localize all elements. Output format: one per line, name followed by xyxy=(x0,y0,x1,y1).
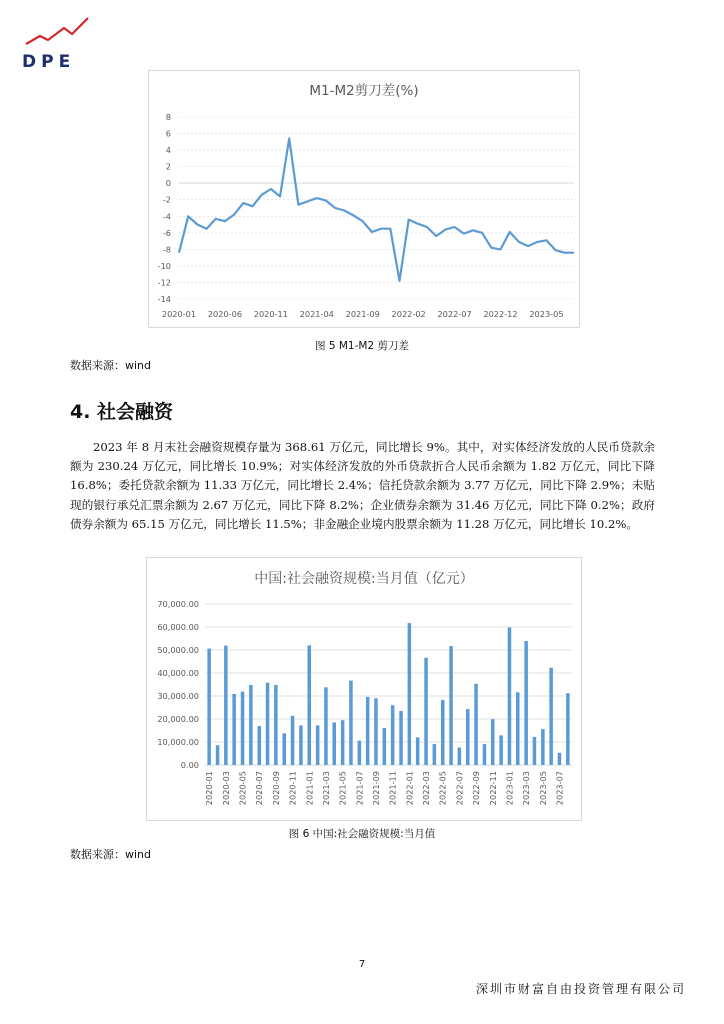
x-tick-label: 2023-05 xyxy=(529,309,564,319)
bar xyxy=(383,728,387,765)
logo-swoosh-icon xyxy=(22,14,102,54)
bar-chart-box xyxy=(146,557,582,821)
x-tick-label: 2020-01 xyxy=(161,309,197,319)
bar xyxy=(533,737,537,765)
bar xyxy=(516,692,520,765)
x-tick-label: 2021-04 xyxy=(299,309,334,319)
bar xyxy=(399,711,403,765)
m1-m2-line-chart xyxy=(149,71,579,327)
x-tick-label: 2020-09 xyxy=(270,771,281,806)
bar xyxy=(308,645,312,765)
bar xyxy=(224,646,228,765)
bar xyxy=(258,726,262,765)
x-tick-label: 2020-11 xyxy=(287,771,298,806)
y-tick-label: 30,000.00 xyxy=(157,691,199,701)
y-tick-label: 20,000.00 xyxy=(157,714,199,724)
bar xyxy=(449,646,453,765)
y-tick-label: 10,000.00 xyxy=(157,737,199,747)
bar xyxy=(483,744,487,765)
x-tick-label: 2023-03 xyxy=(521,771,532,806)
bar xyxy=(424,658,428,765)
bar xyxy=(333,722,337,765)
y-tick-label: -2 xyxy=(162,194,171,205)
y-tick-label: -6 xyxy=(162,227,171,238)
x-tick-label: 2021-03 xyxy=(320,771,331,806)
x-tick-label: 2023-01 xyxy=(504,771,515,806)
bar xyxy=(558,753,562,765)
x-tick-label: 2022-07 xyxy=(437,309,472,319)
x-tick-label: 2023-07 xyxy=(554,771,565,806)
section-title: 4. 社会融资 xyxy=(70,401,174,423)
line-chart-box xyxy=(148,70,580,328)
x-tick-label: 2021-09 xyxy=(370,771,381,806)
bar xyxy=(358,741,362,765)
logo-text: DPE xyxy=(22,52,76,72)
bar xyxy=(541,729,545,765)
bar xyxy=(524,641,528,765)
y-tick-label: 60,000.00 xyxy=(157,622,199,632)
page-number: 7 xyxy=(358,959,366,970)
y-tick-label: -12 xyxy=(157,277,171,288)
y-tick-label: 2 xyxy=(165,161,171,172)
bar xyxy=(441,700,445,765)
figure-5-caption: 图 5 M1-M2 剪刀差 xyxy=(315,340,409,352)
y-tick-label: 6 xyxy=(165,128,171,139)
y-tick-label: -14 xyxy=(157,294,171,304)
x-tick-label: 2023-05 xyxy=(537,771,548,806)
bar xyxy=(499,735,503,765)
chart-title: 中国:社会融资规模:当月值（亿元） xyxy=(254,571,474,587)
x-tick-label: 2022-05 xyxy=(437,771,448,806)
x-tick-label: 2021-05 xyxy=(337,771,348,806)
x-tick-label: 2020-07 xyxy=(254,771,265,806)
y-tick-label: 40,000.00 xyxy=(157,668,199,678)
x-tick-label: 2020-01 xyxy=(204,771,215,806)
social-financing-bar-chart xyxy=(147,558,581,820)
x-tick-label: 2021-07 xyxy=(354,771,365,806)
y-tick-label: 0.00 xyxy=(180,760,199,770)
bar xyxy=(433,744,437,765)
x-tick-label: 2020-06 xyxy=(207,309,243,319)
figure-6-caption: 图 6 中国:社会融资规模:当月值 xyxy=(288,828,436,840)
bar xyxy=(274,685,278,765)
company-logo xyxy=(22,14,102,72)
y-tick-label: 50,000.00 xyxy=(157,645,199,655)
company-name: 深圳市财富自由投资管理有限公司 xyxy=(475,982,686,996)
x-tick-label: 2022-01 xyxy=(404,771,415,806)
bar xyxy=(374,698,378,765)
bar xyxy=(341,720,345,765)
section-paragraph: 2023 年 8 月末社会融资规模存量为 368.61 万亿元，同比增长 9%。其中，对实体经济发放的人民币贷款余额为 230.24 万亿元，同比增长 10.9%；对实体经济发放的外币贷款折合人民币余额为 1.82 万亿元，同比下降 16.8%；委托贷款余额为 11.33 万亿元，同比增长 2.4%；信托贷款余额为 3.77 万亿元，同比下降 2.9%；未贴现的银行承兑汇票余额为 2.67 万亿元，同比下降 8.2%；企业债券余额为 31.46 万亿元，同比下降 0.2%；政府债券余额为 65.15 万亿元，同比增长 11.5%；非金融企业境内股票余额为 11.28 万亿元，同比增长 10.2%。 xyxy=(70,440,655,531)
x-tick-label: 2020-05 xyxy=(237,771,248,806)
x-tick-label: 2022-02 xyxy=(391,309,426,319)
bar xyxy=(474,684,478,765)
bar xyxy=(316,725,320,765)
figure-5-source: 数据来源：wind xyxy=(70,359,152,372)
bar xyxy=(232,694,236,765)
bar xyxy=(216,745,220,765)
bar xyxy=(249,685,253,765)
bar xyxy=(207,649,211,765)
bar xyxy=(324,687,328,765)
bar xyxy=(508,628,512,766)
bar xyxy=(366,697,370,765)
bar xyxy=(283,733,287,765)
x-tick-label: 2022-03 xyxy=(421,771,432,806)
bar xyxy=(416,737,420,765)
x-tick-label: 2021-11 xyxy=(387,771,398,806)
bar xyxy=(349,681,353,765)
bar xyxy=(391,705,395,765)
y-tick-label: 70,000.00 xyxy=(157,599,199,609)
x-tick-label: 2022-12 xyxy=(483,309,518,319)
bar xyxy=(566,693,570,765)
x-tick-label: 2021-09 xyxy=(345,309,380,319)
x-tick-label: 2022-07 xyxy=(454,771,465,806)
bar xyxy=(491,719,495,765)
figure-6-source: 数据来源：wind xyxy=(70,848,152,861)
x-tick-label: 2020-03 xyxy=(220,771,231,806)
bar xyxy=(466,709,470,765)
x-tick-label: 2020-11 xyxy=(253,309,288,319)
bar xyxy=(408,623,412,765)
x-tick-label: 2021-01 xyxy=(304,771,315,806)
chart-title: M1-M2剪刀差(%) xyxy=(309,83,419,99)
y-tick-label: -8 xyxy=(162,244,171,255)
bar xyxy=(291,716,295,765)
x-tick-label: 2022-09 xyxy=(471,771,482,806)
y-tick-label: 8 xyxy=(165,112,171,122)
bar xyxy=(549,668,553,765)
bar xyxy=(299,725,303,765)
bar xyxy=(266,683,270,765)
bar xyxy=(241,692,245,765)
y-tick-label: 0 xyxy=(165,178,171,189)
y-tick-label: 4 xyxy=(165,145,171,156)
series-line xyxy=(179,139,574,281)
y-tick-label: -4 xyxy=(162,211,171,222)
y-tick-label: -10 xyxy=(157,260,171,271)
x-tick-label: 2022-11 xyxy=(487,771,498,806)
bar xyxy=(458,748,462,766)
